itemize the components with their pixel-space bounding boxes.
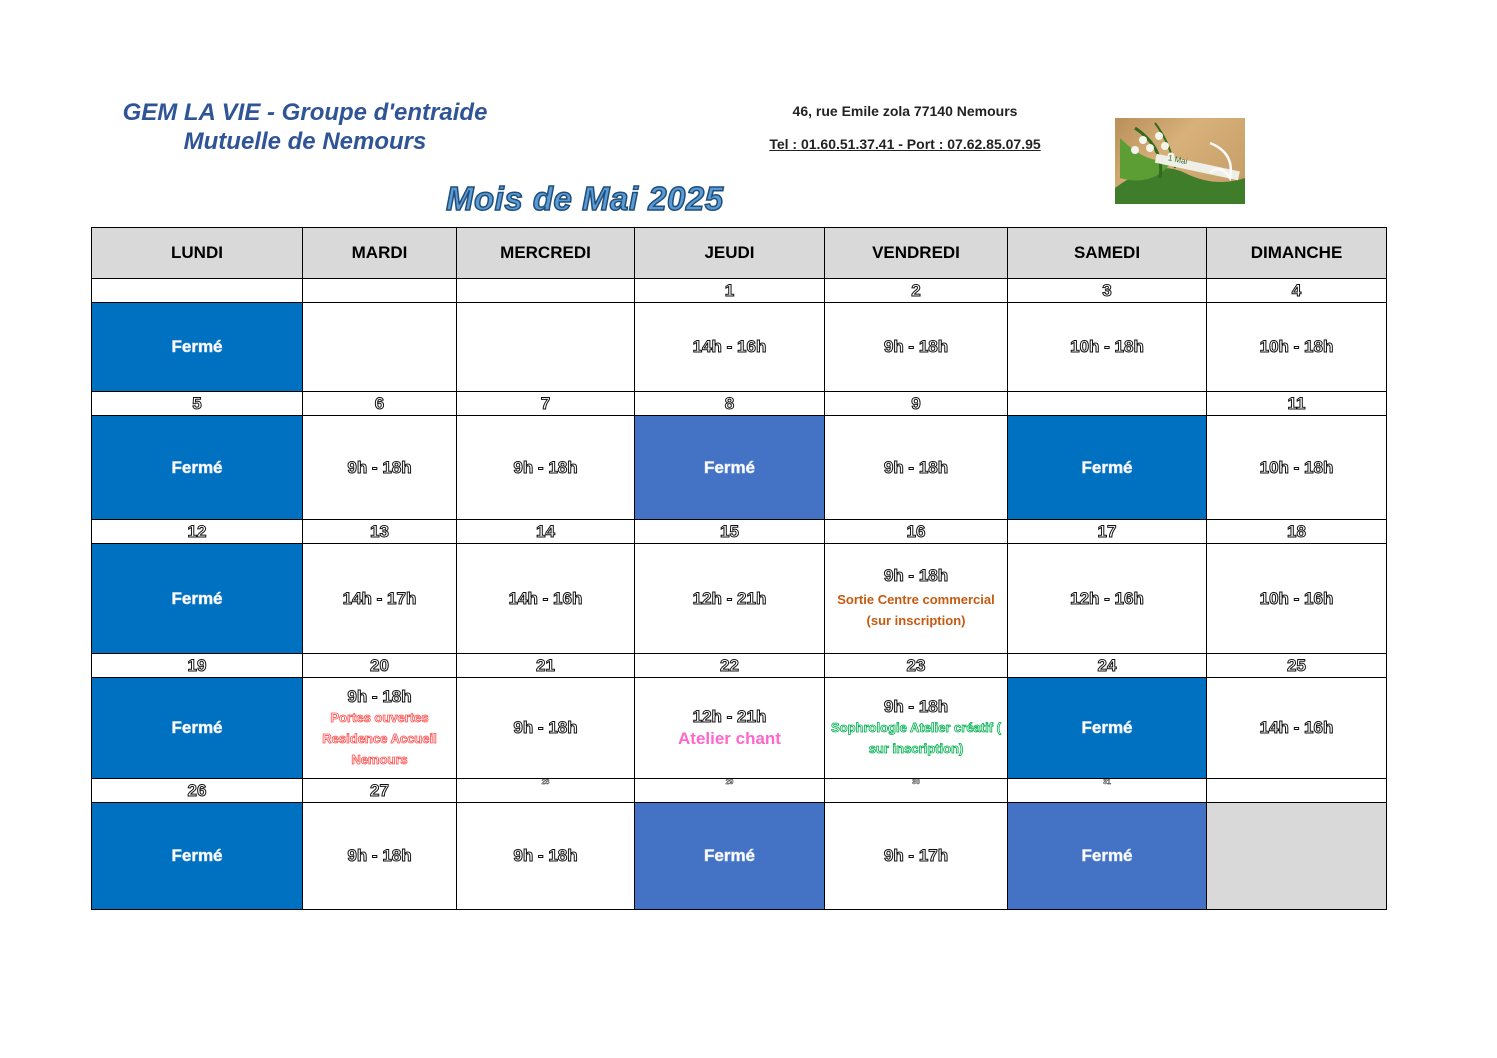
date-number: 4: [1207, 279, 1387, 303]
date-number: [1008, 392, 1207, 416]
schedule-row: [92, 303, 1387, 392]
lily-of-the-valley-photo: [1115, 118, 1245, 204]
date-number: 27: [303, 779, 457, 803]
date-number: [1207, 779, 1387, 803]
event-note: Atelier chant: [678, 729, 781, 748]
closed-cell: [92, 544, 303, 654]
closed-cell: [1008, 803, 1207, 910]
day-header-monday: LUNDI: [92, 228, 303, 279]
monthly-schedule-table: [91, 227, 1387, 910]
date-number: 22: [635, 654, 825, 678]
hours-cell: [1207, 544, 1387, 654]
org-name-line-2: Mutuelle de Nemours: [183, 128, 427, 155]
hours-cell: [457, 803, 635, 910]
hours-cell: [635, 544, 825, 654]
closed-label: Fermé: [171, 337, 223, 356]
opening-hours: 9h - 18h: [513, 846, 578, 865]
date-number: 1: [635, 279, 825, 303]
date-number: 20: [303, 654, 457, 678]
schedule-row: [92, 544, 1387, 654]
date-number: 29: [635, 779, 825, 803]
date-number: 3: [1008, 279, 1207, 303]
closed-label: Fermé: [171, 846, 223, 865]
date-number: 2: [825, 279, 1008, 303]
closed-cell: [1008, 678, 1207, 779]
closed-cell: [1008, 416, 1207, 520]
opening-hours: 10h - 18h: [1259, 457, 1334, 477]
date-number: 18: [1207, 520, 1387, 544]
closed-label: Fermé: [171, 588, 223, 608]
address: 46, rue Emile zola 77140 Nemours: [792, 103, 1018, 119]
date-number: 5: [92, 392, 303, 416]
hours-cell: [825, 803, 1008, 910]
event-cell: [635, 678, 825, 779]
date-number: 9: [825, 392, 1008, 416]
closed-cell: [92, 303, 303, 392]
opening-hours: 9h - 18h: [513, 718, 578, 737]
hours-cell: [1207, 303, 1387, 392]
closed-label: Fermé: [1081, 718, 1133, 737]
date-number: 13: [303, 520, 457, 544]
opening-hours: 9h - 18h: [883, 566, 949, 585]
date-row: [92, 654, 1387, 678]
opening-hours: 9h - 18h: [347, 457, 412, 477]
date-number: 14: [457, 520, 635, 544]
date-number: [303, 279, 457, 303]
opening-hours: 9h - 18h: [883, 337, 949, 356]
opening-hours: 10h - 16h: [1259, 588, 1334, 608]
date-number: 16: [825, 520, 1008, 544]
event-cell: [825, 678, 1008, 779]
month-title: Mois de Mai 2025: [446, 180, 724, 217]
date-number: 19: [92, 654, 303, 678]
closed-cell: [92, 678, 303, 779]
date-number: 25: [1207, 654, 1387, 678]
event-cell: [303, 678, 457, 779]
phone-numbers: Tel : 01.60.51.37.41 - Port : 07.62.85.07.95: [769, 136, 1041, 152]
empty-cell: [457, 303, 635, 392]
date-row: [92, 779, 1387, 803]
event-note: Portes ouvertes Residence Accueil Nemours: [322, 709, 437, 767]
closed-cell: [635, 803, 825, 910]
event-note: Sophrologie Atelier créatif ( sur inscription): [831, 720, 1001, 756]
date-number: 26: [92, 779, 303, 803]
closed-label: Fermé: [171, 718, 223, 737]
date-number: 23: [825, 654, 1008, 678]
hours-cell: [457, 416, 635, 520]
day-header-tuesday: MARDI: [303, 228, 457, 279]
hours-cell: [1207, 678, 1387, 779]
hours-cell: [303, 544, 457, 654]
opening-hours: 14h - 17h: [342, 588, 417, 608]
event-cell: [825, 544, 1008, 654]
empty-cell: [303, 303, 457, 392]
opening-hours: 9h - 18h: [347, 686, 412, 706]
opening-hours: 9h - 17h: [883, 846, 949, 865]
day-header-wednesday: MERCREDI: [457, 228, 635, 279]
date-row: [92, 392, 1387, 416]
schedule-row: [92, 803, 1387, 910]
closed-cell: [92, 416, 303, 520]
hours-cell: [825, 303, 1008, 392]
hours-cell: [1207, 416, 1387, 520]
hours-cell: [1008, 544, 1207, 654]
opening-hours: 9h - 18h: [513, 457, 578, 477]
date-number: 24: [1008, 654, 1207, 678]
date-number: 15: [635, 520, 825, 544]
opening-hours: 10h - 18h: [1070, 337, 1144, 356]
event-note: Sortie Centre commercial (sur inscription): [837, 592, 995, 628]
day-header-saturday: SAMEDI: [1008, 228, 1207, 279]
empty-cell: [1207, 803, 1387, 910]
date-number: 6: [303, 392, 457, 416]
closed-label: Fermé: [703, 457, 756, 477]
date-number: 12: [92, 520, 303, 544]
day-header-friday: VENDREDI: [825, 228, 1008, 279]
opening-hours: 14h - 16h: [508, 588, 583, 608]
opening-hours: 12h - 21h: [692, 707, 767, 726]
date-number: 31: [1008, 779, 1207, 803]
org-name-line-1: GEM LA VIE - Groupe d'entraide: [122, 99, 488, 126]
hours-cell: [457, 544, 635, 654]
day-header-thursday: JEUDI: [635, 228, 825, 279]
opening-hours: 10h - 18h: [1259, 337, 1334, 356]
closed-label: Fermé: [1081, 846, 1133, 865]
hours-cell: [303, 416, 457, 520]
opening-hours: 9h - 18h: [347, 846, 412, 865]
hours-cell: [825, 416, 1008, 520]
date-number: [92, 279, 303, 303]
day-header-sunday: DIMANCHE: [1207, 228, 1387, 279]
opening-hours: 9h - 18h: [883, 697, 949, 716]
date-number: 8: [635, 392, 825, 416]
closed-cell: [92, 803, 303, 910]
opening-hours: 9h - 18h: [883, 457, 949, 477]
organization-name: [60, 98, 550, 156]
closed-label: Fermé: [171, 457, 223, 477]
closed-label: Fermé: [703, 846, 756, 865]
closed-cell: [635, 416, 825, 520]
date-number: 21: [457, 654, 635, 678]
hours-cell: [1008, 303, 1207, 392]
date-number: 11: [1207, 392, 1387, 416]
date-row: [92, 520, 1387, 544]
lily-of-the-valley-image: [1115, 118, 1245, 204]
hours-cell: [635, 303, 825, 392]
date-number: [457, 279, 635, 303]
opening-hours: 12h - 16h: [1070, 588, 1144, 608]
date-number: 7: [457, 392, 635, 416]
closed-label: Fermé: [1081, 457, 1133, 477]
weekday-header-row: [92, 228, 1387, 279]
opening-hours: 14h - 16h: [1259, 718, 1334, 737]
date-number: 17: [1008, 520, 1207, 544]
date-number: 28: [457, 779, 635, 803]
opening-hours: 12h - 21h: [692, 588, 767, 608]
date-row: [92, 279, 1387, 303]
opening-hours: 14h - 16h: [692, 337, 767, 356]
photo-caption: 1 Mai: [1167, 153, 1189, 167]
schedule-row: [92, 416, 1387, 520]
hours-cell: [457, 678, 635, 779]
schedule-row: [92, 678, 1387, 779]
date-number: 30: [825, 779, 1008, 803]
hours-cell: [303, 803, 457, 910]
